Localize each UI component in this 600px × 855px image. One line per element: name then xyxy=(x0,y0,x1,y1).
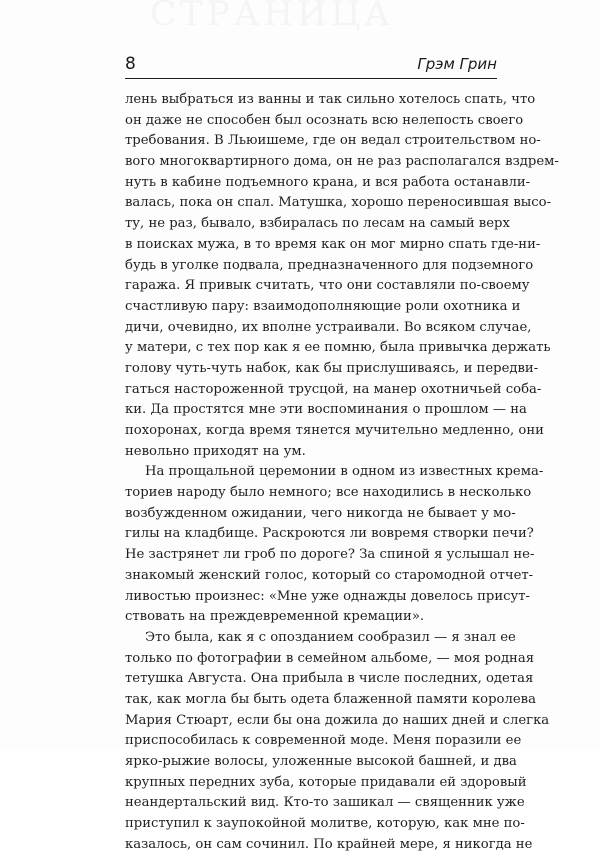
text-line: требования. В Льюишеме, где он ведал строительством но- xyxy=(125,133,541,149)
text-line: На прощальной церемонии в одном из известных крема- xyxy=(145,464,544,480)
text-line: счастливую пару: взаимодополняющие роли охотника и xyxy=(125,298,521,314)
text-line: ту, не раз, бывало, взбиралась по лесам на самый верх xyxy=(125,216,510,232)
running-title: Грэм Грин xyxy=(417,55,497,73)
paragraph xyxy=(125,462,544,628)
text-line: Мария Стюарт, если бы она дожила до наших дней и слегка xyxy=(125,712,550,728)
page-header xyxy=(125,52,497,79)
text-line: ториев народу было немного; все находились в несколько xyxy=(125,485,532,501)
text-line: крупных передних зуба, которые придавали ей здоровый xyxy=(125,774,527,790)
text-line: Не застрянет ли гроб по дороге? За спиной я услышал не- xyxy=(125,547,535,563)
text-line: только по фотографии в семейном альбоме, — моя родная xyxy=(125,650,535,666)
text-line: тетушка Августа. Она прибыла в числе последних, одетая xyxy=(125,671,534,687)
text-line: приспособилась к современной моде. Меня поразили ее xyxy=(125,733,522,749)
text-line: в поисках мужа, в то время как он мог мирно спать где-ни- xyxy=(125,236,541,252)
text-line: ливостью произнес: «Мне уже однажды довелось присут- xyxy=(125,588,531,604)
text-line: казалось, он сам сочинил. По крайней мере, я никогда не xyxy=(125,836,533,852)
paragraph xyxy=(125,90,559,462)
text-line: голову чуть-чуть набок, как бы прислушиваясь, и передви- xyxy=(125,360,539,376)
text-line: гаться настороженной трусцой, на манер охотничьей соба- xyxy=(125,381,542,397)
text-line: похоронах, когда время тянется мучительно медленно, они xyxy=(125,423,544,438)
text-line: лень выбраться из ванны и так сильно хотелось спать, что xyxy=(125,92,536,107)
text-line: гаража. Я привык считать, что они составляли по-своему xyxy=(125,278,530,294)
text-line: знакомый женский голос, который со старомодной отчет- xyxy=(125,567,534,583)
page-body-text xyxy=(125,90,559,855)
text-line: ствовать на преждевременной кремации». xyxy=(125,609,425,625)
text-line: нуть в кабине подъемного крана, и вся работа останавли- xyxy=(125,174,531,190)
text-line: Это была, как я с опозданием сообразил — я знал ее xyxy=(145,629,516,645)
text-line: вого многоквартирного дома, он не раз располагался вздрем- xyxy=(125,154,559,170)
text-line: валась, пока он спал. Матушка, хорошо переносившая высо- xyxy=(125,195,552,211)
text-line: возбужденном ожидании, чего никогда не бывает у мо- xyxy=(125,505,516,521)
text-line: он даже не способен был осознать всю нелепость своего xyxy=(125,112,524,128)
paragraph xyxy=(125,628,550,855)
text-line: приступил к заупокойной молитве, которую, как мне по- xyxy=(125,816,525,832)
text-line: неандертальский вид. Кто-то зашикал — священник уже xyxy=(125,795,525,811)
page-number: 8 xyxy=(125,54,136,74)
text-line: гилы на кладбище. Раскроются ли вовремя створки печи? xyxy=(125,526,534,542)
text-line: у матери, с тех пор как я ее помню, была привычка держать xyxy=(125,340,551,356)
faint-bleedthrough-watermark: СТРАНИЦА xyxy=(150,0,395,34)
text-line: будь в уголке подвала, предназначенного для подземного xyxy=(125,257,534,273)
text-line: ярко-рыжие волосы, уложенные высокой башней, и два xyxy=(125,754,517,769)
text-line: ки. Да простятся мне эти воспоминания о прошлом — на xyxy=(125,402,527,418)
text-line: дичи, очевидно, их вполне устраивали. Во всяком случае, xyxy=(125,319,532,335)
text-line: невольно приходят на ум. xyxy=(125,443,306,459)
text-line: так, как могла бы быть одета блаженной памяти королева xyxy=(125,691,536,707)
